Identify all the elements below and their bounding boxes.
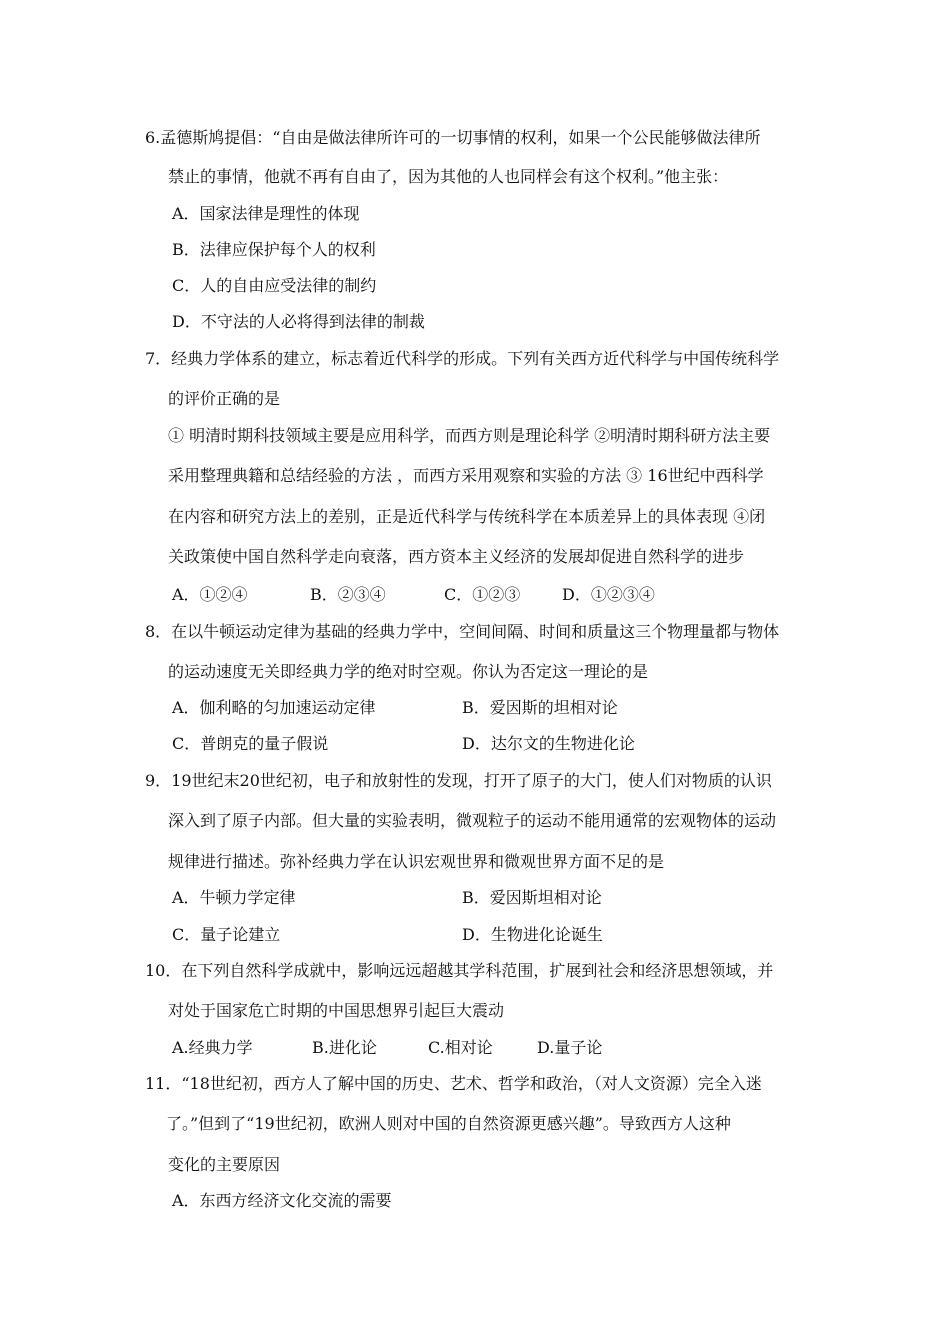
q6-stem-line-2: 禁止的事情，他就不再有自由了，因为其他的人也同样会有这个权利。”他主张： — [168, 167, 729, 186]
q10-stem-line-2: 对处于国家危亡时期的中国思想界引起巨大震动 — [168, 1001, 505, 1020]
q8-stem-line-1: 8．在以牛顿运动定律为基础的经典力学中，空间间隔、时间和质量这三个物理量都与物体 — [145, 622, 780, 641]
q9-option-a: A．牛顿力学定律 — [172, 888, 296, 907]
q10-option-d: D.量子论 — [537, 1038, 603, 1057]
q8-stem-line-2: 的运动速度无关即经典力学的绝对时空观。你认为否定这一理论的是 — [168, 662, 649, 681]
q7-stem-line-1: 7．经典力学体系的建立，标志着近代科学的形成。下列有关西方近代科学与中国传统科学 — [145, 349, 780, 368]
q10-option-b: B.进化论 — [312, 1038, 377, 1057]
q7-body-line-3: 在内容和研究方法上的差别，正是近代科学与传统科学在本质差异上的具体表现 ④闭 — [168, 507, 766, 526]
q6-stem-line-1: 6.孟德斯鸠提倡：“自由是做法律所许可的一切事情的权利，如果一个公民能够做法律所 — [145, 128, 761, 147]
q8-option-b: B．爱因斯的坦相对论 — [462, 698, 618, 717]
q7-option-b: B．②③④ — [310, 585, 386, 604]
q7-stem-line-2: 的评价正确的是 — [168, 389, 281, 408]
q6-option-a: A．国家法律是理性的体现 — [172, 204, 360, 223]
q6-option-c: C．人的自由应受法律的制约 — [172, 276, 377, 295]
q9-option-c: C．量子论建立 — [172, 925, 281, 944]
q9-stem-line-3: 规律进行描述。弥补经典力学在认识宏观世界和微观世界方面不足的是 — [168, 852, 665, 871]
q9-stem-line-1: 9．19世纪末20世纪初，电子和放射性的发现，打开了原子的大门，使人们对物质的认识 — [145, 771, 772, 790]
q7-option-c: C．①②③ — [444, 585, 521, 604]
q11-stem-line-3: 变化的主要原因 — [168, 1155, 281, 1174]
q10-stem-line-1: 10．在下列自然科学成就中，影响远远超越其学科范围，扩展到社会和经济思想领域，并 — [145, 961, 774, 980]
q7-body-line-2: 采用整理典籍和总结经验的方法 ，而西方采用观察和实验的方法 ③ 16世纪中西科学 — [168, 466, 764, 485]
q9-option-d: D．生物进化论诞生 — [462, 925, 603, 944]
q6-option-b: B．法律应保护每个人的权利 — [172, 240, 376, 259]
q8-option-d: D．达尔文的生物进化论 — [462, 734, 635, 753]
q7-option-d: D．①②③④ — [562, 585, 655, 604]
q8-option-a: A．伽利略的匀加速运动定律 — [172, 698, 376, 717]
q7-option-a: A．①②④ — [172, 585, 248, 604]
q10-option-c: C.相对论 — [428, 1038, 493, 1057]
q10-option-a: A.经典力学 — [172, 1038, 253, 1057]
q11-stem-line-2: 了。”但到了“19世纪初，欧洲人则对中国的自然资源更感兴趣”。导致西方人这种 — [166, 1114, 731, 1133]
q7-body-line-4: 关政策使中国自然科学走向衰落，西方资本主义经济的发展却促进自然科学的进步 — [168, 547, 745, 566]
q9-option-b: B．爱因斯坦相对论 — [462, 888, 602, 907]
q11-option-a: A．东西方经济文化交流的需要 — [172, 1191, 392, 1210]
q6-option-d: D．不守法的人必将得到法律的制裁 — [172, 312, 425, 331]
q9-stem-line-2: 深入到了原子内部。但大量的实验表明，微观粒子的运动不能用通常的宏观物体的运动 — [168, 811, 777, 830]
q7-body-line-1: ① 明清时期科技领域主要是应用科学，而西方则是理论科学 ②明清时期科研方法主要 — [168, 426, 771, 445]
q11-stem-line-1: 11．“18世纪初，西方人了解中国的历史、艺术、哲学和政治，（对人文资源）完全入迷 — [145, 1074, 762, 1093]
q8-option-c: C．普朗克的量子假说 — [172, 734, 329, 753]
